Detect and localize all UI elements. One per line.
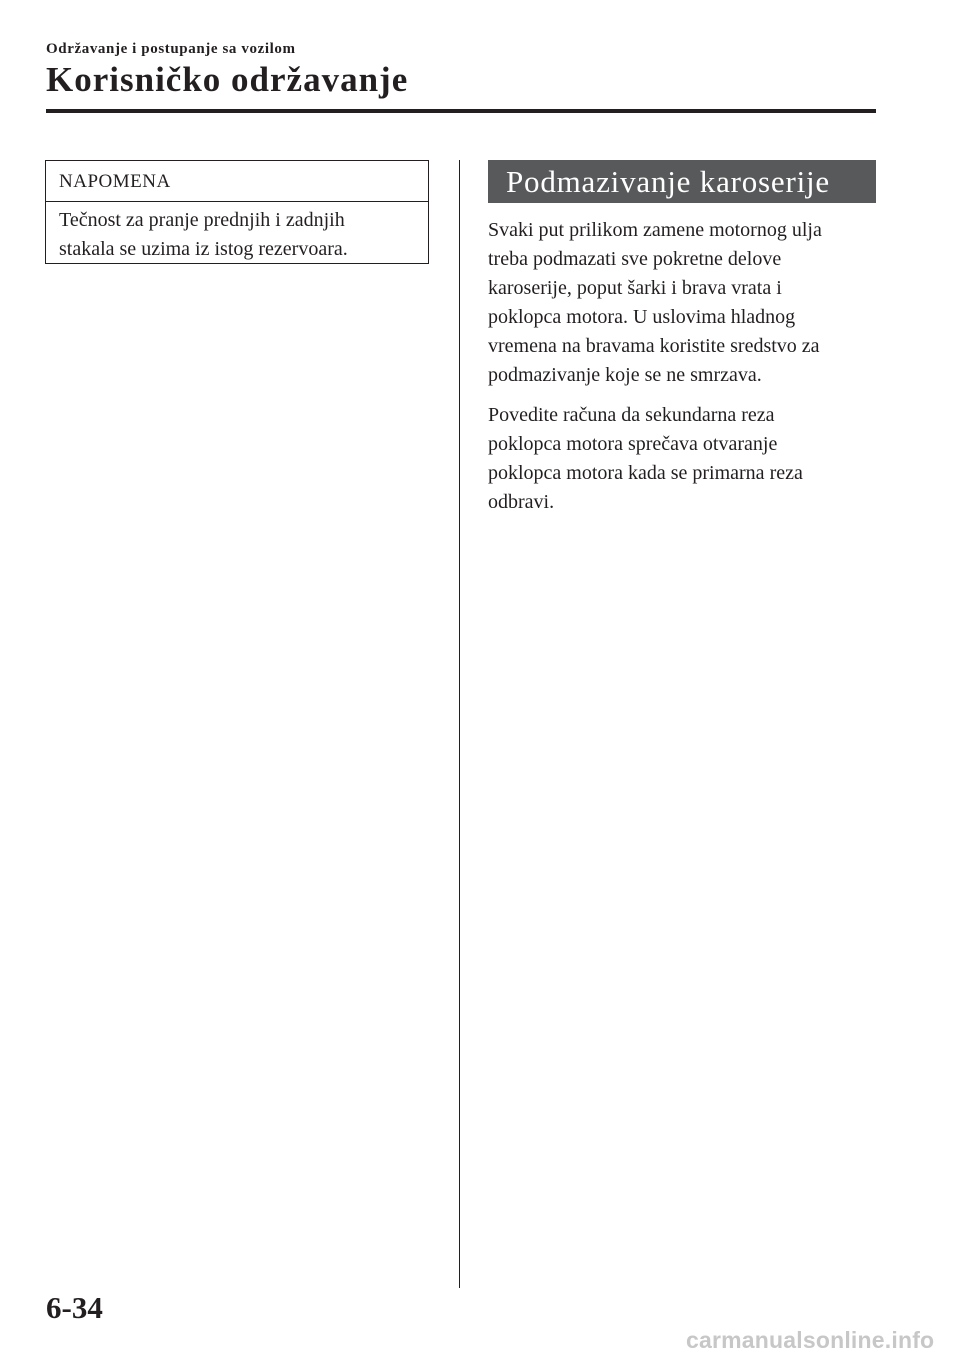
section-heading [488, 160, 876, 203]
header-rule [46, 109, 876, 113]
paragraph-line: podmazivanje koje se ne smrzava. [488, 364, 762, 386]
paragraph-line: poklopca motora sprečava otvaranje [488, 433, 778, 455]
paragraph-line: vremena na bravama koristite sredstvo za [488, 335, 820, 357]
note-line: Tečnost za pranje prednjih i zadnjih [59, 209, 345, 231]
column-divider [459, 160, 460, 1288]
paragraph-line: karoserije, poput šarki i brava vrata i [488, 277, 782, 299]
paragraph-line: odbravi. [488, 491, 555, 513]
paragraph-line: Svaki put prilikom zamene motornog ulja [488, 219, 822, 241]
note-text [46, 202, 428, 264]
paragraph-hood-latch [488, 401, 876, 517]
note-line: stakala se uzima iz istog rezervoara. [59, 238, 348, 260]
page-number: 6-34 [46, 1290, 103, 1325]
running-header: Održavanje i postupanje sa vozilom [46, 41, 296, 57]
note-label: NAPOMENA [46, 161, 428, 202]
watermark: carmanualsonline.info [686, 1327, 935, 1353]
note-box [45, 160, 429, 264]
paragraph-line: poklopca motora. U uslovima hladnog [488, 306, 796, 328]
paragraph-lubrication [488, 216, 876, 390]
paragraph-line: Povedite računa da sekundarna reza [488, 404, 775, 426]
paragraph-line: treba podmazati sve pokretne delove [488, 248, 782, 270]
paragraph-line: poklopca motora kada se primarna reza [488, 462, 803, 484]
chapter-title: Korisničko održavanje [46, 60, 409, 99]
section-heading-text: Podmazivanje karoserije [506, 164, 830, 199]
